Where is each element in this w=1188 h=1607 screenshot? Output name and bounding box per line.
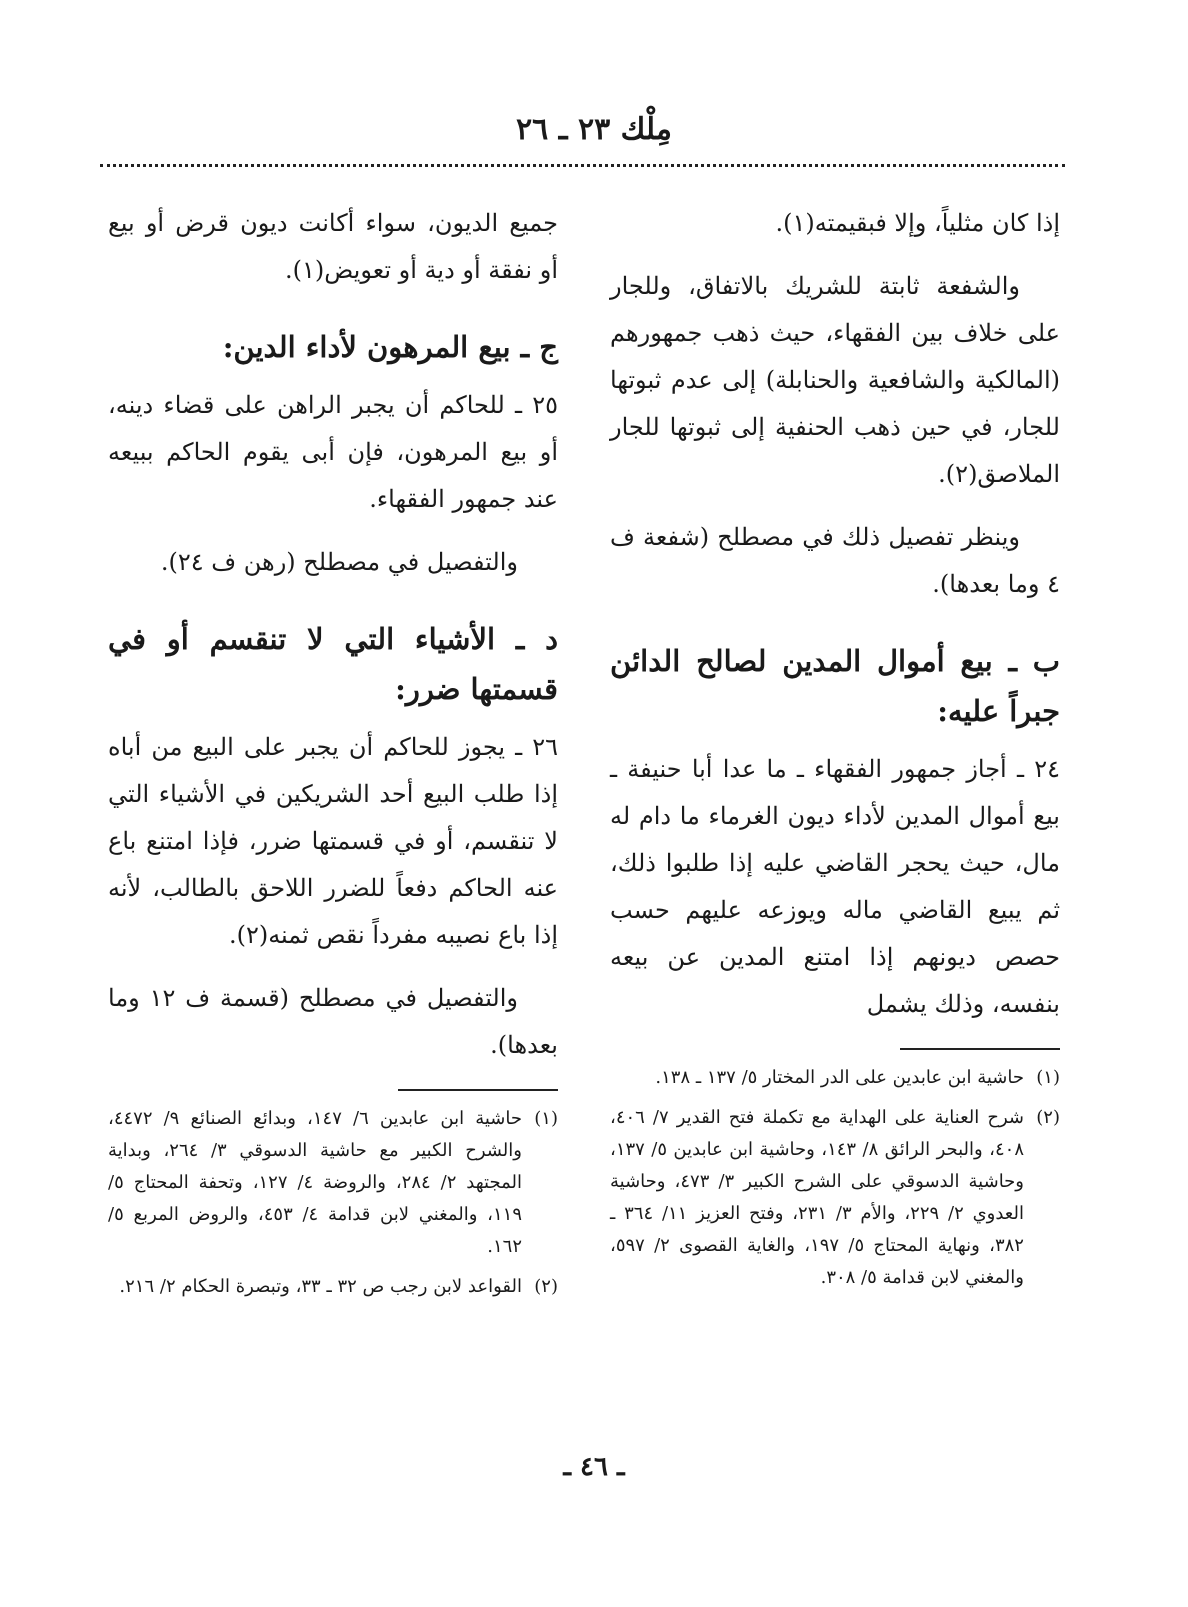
paragraph: والتفصيل في مصطلح (رهن ف ٢٤).	[160, 548, 518, 576]
footnote: (٢)شرح العناية على الهداية مع تكملة فتح القدير ٧/ ٤٠٦، ٤٠٨، والبحر الرائق ٨/ ١٤٣، وحاشية ابن عابدين ٥/ ١٣٧، وحاشية الدسوقي على الشرح الكبير ٣/ ٤٧٣، وحاشية العدوي ٢/ ٢٢٩، والأم ٣/ ٢٣١، وفتح العزيز ١١/ ٣٦٤ ـ ٣٨٢، ونهاية المحتاج ٥/ ١٩٧، والغاية القصوى ٢/ ٥٩٧، والمغني لابن قدامة ٥/ ٣٠٨.	[610, 1107, 1060, 1288]
footnote: (١)حاشية ابن عابدين على الدر المختار ٥/ ١٣٧ ـ ١٣٨.	[655, 1067, 1060, 1088]
paragraph: والشفعة ثابتة للشريك بالاتفاق، وللجار على خلاف بين الفقهاء، حيث ذهب جمهورهم (المالكية والشافعية والحنابلة) إلى عدم ثبوتها للجار، في حين ذهب الحنفية إلى ثبوتها للجار الملاصق(٢).	[610, 272, 1060, 488]
section-heading: ب ـ بيع أموال المدين لصالح الدائن جبراً عليه:	[610, 644, 1060, 728]
paragraph: إذا كان مثلياً، وإلا فبقيمته(١).	[775, 209, 1060, 237]
paragraph: جميع الديون، سواء أكانت ديون قرض أو بيع أو نفقة أو دية أو تعويض(١).	[108, 209, 558, 284]
footnote: (٢)القواعد لابن رجب ص ٣٢ ـ ٣٣، وتبصرة الحكام ٢/ ٢١٦.	[119, 1276, 558, 1297]
right-column	[610, 200, 1060, 1302]
footnote-separator	[398, 1089, 558, 1091]
footnote-separator	[900, 1048, 1060, 1050]
footnote: (١)حاشية ابن عابدين ٦/ ١٤٧، وبدائع الصنائع ٩/ ٤٤٧٢، والشرح الكبير مع حاشية الدسوقي ٣/ ٢٦٤، وبداية المجتهد ٢/ ٢٨٤، والروضة ٤/ ١٢٧، وتحفة المحتاج ٥/ ١١٩، والمغني لابن قدامة ٤/ ٤٥٣، والروض المربع ٥/ ١٦٢.	[108, 1108, 558, 1257]
paragraph: ٢٤ ـ أجاز جمهور الفقهاء ـ ما عدا أبا حنيفة ـ بيع أموال المدين لأداء ديون الغرماء ما دام له مال، حيث يحجر القاضي عليه إذا طلبوا ذلك، ثم يبيع القاضي ماله ويوزعه عليهم حسب حصص ديونهم إذا امتنع المدين عن بيعه بنفسه، وذلك يشمل	[610, 755, 1060, 1018]
running-header: مِلْك ٢٣ ـ ٢٦	[516, 112, 672, 147]
paragraph: ٢٦ ـ يجوز للحاكم أن يجبر على البيع من أباه إذا طلب البيع أحد الشريكين في الأشياء التي لا تنقسم، أو في قسمتها ضرر، فإذا امتنع باع عنه الحاكم دفعاً للضرر اللاحق بالطالب، لأنه إذا باع نصيبه مفرداً نقص ثمنه(٢).	[108, 733, 558, 949]
left-column	[108, 200, 558, 1311]
paragraph: وينظر تفصيل ذلك في مصطلح (شفعة ف ٤ وما بعدها).	[610, 523, 1060, 598]
paragraph: ٢٥ ـ للحاكم أن يجبر الراهن على قضاء دينه، أو بيع المرهون، فإن أبى يقوم الحاكم ببيعه عند جمهور الفقهاء.	[108, 391, 558, 513]
page-number: ـ ٤٦ ـ	[563, 1452, 625, 1482]
section-heading: ج ـ بيع المرهون لأداء الدين:	[222, 330, 558, 364]
header-dotted-rule	[100, 164, 1065, 167]
paragraph: والتفصيل في مصطلح (قسمة ف ١٢ وما بعدها).	[108, 984, 558, 1059]
section-heading: د ـ الأشياء التي لا تنقسم أو في قسمتها ضرر:	[108, 622, 558, 706]
